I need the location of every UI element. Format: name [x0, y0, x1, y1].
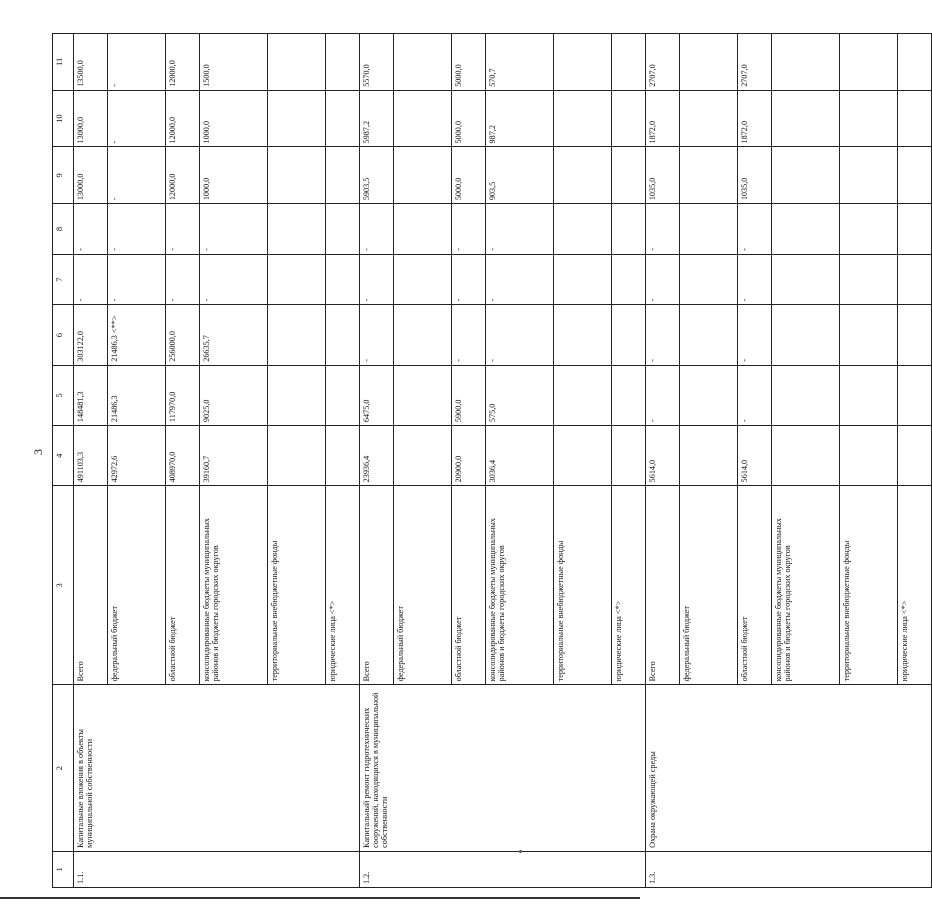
- value-cell-c7: -: [738, 254, 772, 305]
- value-cell-c5: [268, 365, 326, 425]
- value-cell-c10: 987,2: [486, 90, 554, 147]
- value-cell-c4: [840, 426, 898, 486]
- value-cell-c8: -: [74, 204, 108, 255]
- value-cell-c9: 13000,0: [74, 147, 108, 204]
- value-cell-c11: 2707,0: [646, 34, 680, 91]
- value-cell-c10: 5987,2: [360, 90, 394, 147]
- value-cell-c10: [680, 90, 738, 147]
- funding-source-label: консолидированные бюджеты муниципальных районов и бюджеты городских округов: [200, 486, 268, 685]
- funding-source-label: консолидированные бюджеты муниципальных районов и бюджеты городских округов: [772, 486, 840, 685]
- value-cell-c5: 148481,3: [74, 365, 108, 425]
- value-cell-c11: 1500,0: [200, 34, 268, 91]
- budget-table: [52, 33, 932, 888]
- value-cell-c8: -: [200, 204, 268, 255]
- value-cell-c10: [326, 90, 360, 147]
- value-cell-c7: [554, 254, 612, 305]
- value-cell-c9: [772, 147, 840, 204]
- section-name: Охрана окружающей среды: [646, 685, 932, 851]
- value-cell-c8: [840, 204, 898, 255]
- value-cell-c4: 42972,6: [108, 426, 166, 486]
- value-cell-c6: [268, 305, 326, 365]
- funding-source-label: территориальные внебюджетные фонды: [840, 486, 898, 685]
- section-number: 1.3.: [646, 851, 932, 887]
- value-cell-c7: [394, 254, 452, 305]
- rotated-table-wrapper: [52, 33, 909, 888]
- value-cell-c11: [772, 34, 840, 91]
- funding-source-label: юридические лица <*>: [898, 486, 932, 685]
- value-cell-c8: -: [738, 204, 772, 255]
- value-cell-c11: 5570,0: [360, 34, 394, 91]
- value-cell-c8: [898, 204, 932, 255]
- value-cell-c7: -: [74, 254, 108, 305]
- value-cell-c5: 5900,0: [452, 365, 486, 425]
- value-cell-c6: -: [360, 305, 394, 365]
- value-cell-c11: -: [108, 34, 166, 91]
- value-cell-c5: -: [646, 365, 680, 425]
- scan-speck: [519, 850, 522, 853]
- value-cell-c5: [680, 365, 738, 425]
- header-cell: 2: [53, 685, 74, 851]
- header-cell: 5: [53, 365, 74, 425]
- value-cell-c4: 23936,4: [360, 426, 394, 486]
- page-number: 3: [31, 449, 45, 455]
- value-cell-c6: [680, 305, 738, 365]
- value-cell-c11: 570,7: [486, 34, 554, 91]
- value-cell-c6: -: [646, 305, 680, 365]
- header-row: [53, 34, 74, 888]
- value-cell-c4: [898, 426, 932, 486]
- value-cell-c9: [612, 147, 646, 204]
- value-cell-c10: [612, 90, 646, 147]
- value-cell-c11: [394, 34, 452, 91]
- value-cell-c7: -: [200, 254, 268, 305]
- value-cell-c4: [326, 426, 360, 486]
- funding-source-label: Всего: [74, 486, 108, 685]
- section-number: 1.2.: [360, 851, 646, 887]
- funding-source-label: Всего: [646, 486, 680, 685]
- value-cell-c5: 575,0: [486, 365, 554, 425]
- value-cell-c5: 9025,0: [200, 365, 268, 425]
- value-cell-c8: [326, 204, 360, 255]
- value-cell-c6: [772, 305, 840, 365]
- value-cell-c5: 21486,3: [108, 365, 166, 425]
- value-cell-c10: [898, 90, 932, 147]
- value-cell-c8: [268, 204, 326, 255]
- funding-source-label: областной бюджет: [166, 486, 200, 685]
- value-cell-c5: [772, 365, 840, 425]
- value-cell-c7: [772, 254, 840, 305]
- funding-source-label: юридические лица <*>: [326, 486, 360, 685]
- value-cell-c4: 39160,7: [200, 426, 268, 486]
- value-cell-c8: -: [360, 204, 394, 255]
- value-cell-c9: 12000,0: [166, 147, 200, 204]
- value-cell-c10: [840, 90, 898, 147]
- value-cell-c7: [268, 254, 326, 305]
- value-cell-c6: [612, 305, 646, 365]
- value-cell-c4: [394, 426, 452, 486]
- value-cell-c6: [840, 305, 898, 365]
- value-cell-c8: -: [166, 204, 200, 255]
- value-cell-c11: [268, 34, 326, 91]
- funding-source-label: консолидированные бюджеты муниципальных районов и бюджеты городских округов: [486, 486, 554, 685]
- value-cell-c8: [394, 204, 452, 255]
- value-cell-c10: [554, 90, 612, 147]
- value-cell-c5: [612, 365, 646, 425]
- value-cell-c7: -: [360, 254, 394, 305]
- header-cell: 7: [53, 254, 74, 305]
- value-cell-c9: [680, 147, 738, 204]
- value-cell-c10: [268, 90, 326, 147]
- value-cell-c7: -: [452, 254, 486, 305]
- value-cell-c5: 117970,0: [166, 365, 200, 425]
- value-cell-c4: [554, 426, 612, 486]
- value-cell-c6: 256000,0: [166, 305, 200, 365]
- value-cell-c4: [680, 426, 738, 486]
- value-cell-c6: -: [486, 305, 554, 365]
- value-cell-c4: [772, 426, 840, 486]
- scan-bottom-edge: [0, 897, 640, 899]
- value-cell-c9: -: [108, 147, 166, 204]
- section-name: Капитальный ремонт гидротехнических сооружений, находящихся в муниципальной собственности: [360, 685, 646, 851]
- value-cell-c7: -: [166, 254, 200, 305]
- funding-source-label: федеральный бюджет: [680, 486, 738, 685]
- value-cell-c10: 1000,0: [200, 90, 268, 147]
- value-cell-c11: 5000,0: [452, 34, 486, 91]
- value-cell-c5: [394, 365, 452, 425]
- value-cell-c9: 1035,0: [646, 147, 680, 204]
- value-cell-c9: 5903,5: [360, 147, 394, 204]
- value-cell-c5: 6475,0: [360, 365, 394, 425]
- value-cell-c10: 12000,0: [166, 90, 200, 147]
- value-cell-c8: [554, 204, 612, 255]
- value-cell-c7: [840, 254, 898, 305]
- value-cell-c5: [326, 365, 360, 425]
- value-cell-c9: 1035,0: [738, 147, 772, 204]
- value-cell-c4: 408970,0: [166, 426, 200, 486]
- value-cell-c9: 1000,0: [200, 147, 268, 204]
- value-cell-c6: [554, 305, 612, 365]
- header-cell: 4: [53, 426, 74, 486]
- value-cell-c8: -: [486, 204, 554, 255]
- value-cell-c8: -: [452, 204, 486, 255]
- value-cell-c4: [612, 426, 646, 486]
- value-cell-c10: 1872,0: [646, 90, 680, 147]
- funding-source-label: федеральный бюджет: [108, 486, 166, 685]
- value-cell-c11: [612, 34, 646, 91]
- value-cell-c10: 1872,0: [738, 90, 772, 147]
- value-cell-c4: [268, 426, 326, 486]
- value-cell-c10: -: [108, 90, 166, 147]
- value-cell-c11: 2707,0: [738, 34, 772, 91]
- value-cell-c11: [326, 34, 360, 91]
- funding-source-label: Всего: [360, 486, 394, 685]
- value-cell-c8: [680, 204, 738, 255]
- value-cell-c6: -: [452, 305, 486, 365]
- header-cell: 6: [53, 305, 74, 365]
- funding-source-label: федеральный бюджет: [394, 486, 452, 685]
- value-cell-c9: [898, 147, 932, 204]
- funding-source-label: областной бюджет: [738, 486, 772, 685]
- value-cell-c5: [840, 365, 898, 425]
- value-cell-c9: [394, 147, 452, 204]
- header-cell: 3: [53, 486, 74, 685]
- section-number: 1.1.: [74, 851, 360, 887]
- table-row: [74, 34, 108, 888]
- header-cell: 8: [53, 204, 74, 255]
- value-cell-c7: -: [108, 254, 166, 305]
- table-row: [646, 34, 680, 888]
- value-cell-c6: 26635,7: [200, 305, 268, 365]
- section-name: Капитальные вложения в объекты муниципальной собственности: [74, 685, 360, 851]
- value-cell-c11: [680, 34, 738, 91]
- value-cell-c7: [612, 254, 646, 305]
- value-cell-c5: [898, 365, 932, 425]
- value-cell-c6: [394, 305, 452, 365]
- funding-source-label: территориальные внебюджетные фонды: [554, 486, 612, 685]
- value-cell-c8: -: [646, 204, 680, 255]
- value-cell-c11: [554, 34, 612, 91]
- value-cell-c4: 5614,0: [738, 426, 772, 486]
- value-cell-c11: 12000,0: [166, 34, 200, 91]
- value-cell-c7: [680, 254, 738, 305]
- header-cell: 9: [53, 147, 74, 204]
- table-row: [360, 34, 394, 888]
- value-cell-c6: -: [738, 305, 772, 365]
- value-cell-c5: [554, 365, 612, 425]
- value-cell-c4: 5614,0: [646, 426, 680, 486]
- value-cell-c4: 3036,4: [486, 426, 554, 486]
- value-cell-c11: [840, 34, 898, 91]
- value-cell-c10: [772, 90, 840, 147]
- value-cell-c7: [326, 254, 360, 305]
- value-cell-c7: [898, 254, 932, 305]
- funding-source-label: территориальные внебюджетные фонды: [268, 486, 326, 685]
- value-cell-c8: [612, 204, 646, 255]
- value-cell-c10: [394, 90, 452, 147]
- funding-source-label: областной бюджет: [452, 486, 486, 685]
- value-cell-c10: 5000,0: [452, 90, 486, 147]
- value-cell-c8: -: [108, 204, 166, 255]
- value-cell-c10: 13000,0: [74, 90, 108, 147]
- value-cell-c6: 21486,3 <**>: [108, 305, 166, 365]
- value-cell-c9: [840, 147, 898, 204]
- value-cell-c8: [772, 204, 840, 255]
- value-cell-c9: 5000,0: [452, 147, 486, 204]
- value-cell-c7: -: [486, 254, 554, 305]
- value-cell-c4: 491103,3: [74, 426, 108, 486]
- value-cell-c5: -: [738, 365, 772, 425]
- value-cell-c4: 20900,0: [452, 426, 486, 486]
- value-cell-c7: -: [646, 254, 680, 305]
- header-cell: 11: [53, 34, 74, 91]
- value-cell-c11: 13500,0: [74, 34, 108, 91]
- value-cell-c9: [326, 147, 360, 204]
- header-cell: 10: [53, 90, 74, 147]
- value-cell-c6: [898, 305, 932, 365]
- value-cell-c6: [326, 305, 360, 365]
- value-cell-c9: [268, 147, 326, 204]
- value-cell-c9: 903,5: [486, 147, 554, 204]
- funding-source-label: юридические лица <*>: [612, 486, 646, 685]
- value-cell-c9: [554, 147, 612, 204]
- header-cell: 1: [53, 851, 74, 887]
- value-cell-c6: 303122,0: [74, 305, 108, 365]
- value-cell-c11: [898, 34, 932, 91]
